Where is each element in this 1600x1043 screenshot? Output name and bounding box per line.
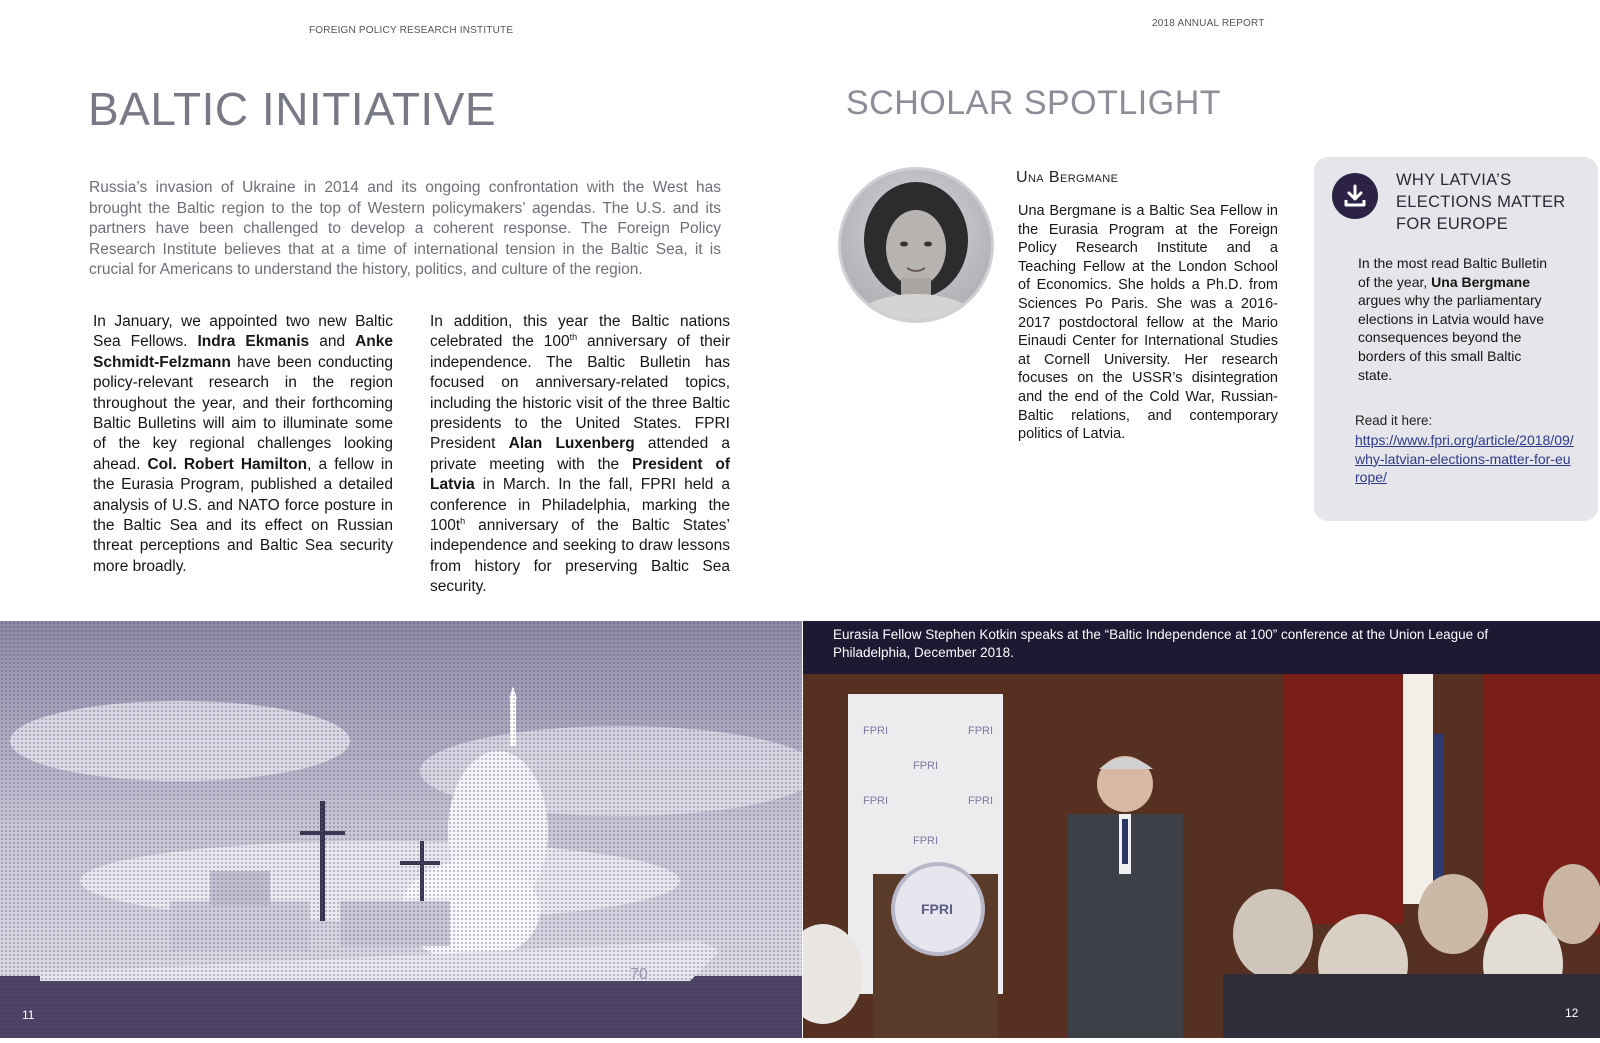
- ordinal-suffix: h: [460, 515, 466, 526]
- conference-photo: [803, 674, 1600, 1038]
- body-column-2: [430, 312, 730, 598]
- read-label: Read it here:: [1355, 413, 1433, 428]
- running-head-right: 2018 ANNUAL REPORT: [1152, 18, 1265, 29]
- page-number-right: 12: [1565, 1006, 1579, 1020]
- text-run: In the most read Baltic Bulletin of the year,: [1358, 255, 1548, 290]
- text-run: have been conducting policy-relevant research in the region throughout the year, and their forthcoming Baltic Bulletins will aim to illuminate some of the key regional challenges looking ahead.: [93, 353, 393, 473]
- photo-caption: Eurasia Fellow Stephen Kotkin speaks at the “Baltic Independence at 100” conference at the Union League of Philadelphia, December 2018.: [833, 627, 1489, 660]
- text-run: In addition, this year the Baltic nations celebrated the 100: [430, 313, 730, 351]
- running-head-left: FOREIGN POLICY RESEARCH INSTITUTE: [309, 25, 514, 36]
- scholar-portrait: [838, 167, 994, 323]
- download-icon: [1332, 173, 1378, 219]
- bold-name: President of Latvia: [430, 455, 730, 494]
- text-run: in March. In the fall, FPRI held a conference in Philadelphia, marking the 100t: [430, 476, 730, 535]
- body-column-1: [93, 312, 393, 577]
- banner-logo: FPRI: [863, 725, 889, 737]
- callout-title-line: ELECTIONS MATTER: [1396, 193, 1566, 211]
- ship-photo: [0, 621, 802, 1038]
- banner-logo: FPRI: [968, 795, 994, 807]
- scholar-bio: Una Bergmane is a Baltic Sea Fellow in the Eurasia Program at the Foreign Policy Research Institute and a Teaching Fellow at the London School of Economics. She holds a Ph.D. from Sciences Po Paris. She was a 2016-2017 postdoctoral fellow at the Mario Einaudi Center for International Studies at Cornell University. Her research focuses on the USSR’s disintegration and the end of the Cold War, Russian-Baltic relations, and contemporary politics of Latvia.: [1018, 203, 1278, 443]
- text-run: anniversary of the Baltic States’ independence and seeking to draw lessons from history for preserving Baltic Sea security.: [430, 517, 730, 596]
- text-run: attended a private meeting with the: [430, 435, 730, 473]
- bold-name: Col. Robert Hamilton: [147, 455, 308, 473]
- banner-logo: FPRI: [968, 725, 994, 737]
- text-run: anniversary of their independence. The Baltic Bulletin has focused on anniversary-related topics, including the historic visit of the three Baltic presidents to the United States. FPRI President: [430, 333, 730, 453]
- ordinal-suffix: th: [569, 332, 578, 343]
- banner-logo: FPRI: [913, 835, 939, 847]
- podium-seal: FPRI: [921, 901, 953, 917]
- callout-title: [1396, 169, 1566, 235]
- intro-paragraph: Russia’s invasion of Ukraine in 2014 and its ongoing confrontation with the West has brought the Baltic region to the top of Western policymakers’ agendas. The U.S. and its partners have been challenged to develop a coherent response. The Foreign Policy Research Institute believes that at a time of international tension in the Baltic Sea, it is crucial for Americans to understand the history, politics, and culture of the region.: [89, 179, 721, 278]
- bold-name: Una Bergmane: [1431, 273, 1530, 290]
- bold-name: Alan Luxenberg: [508, 435, 635, 453]
- page-number-left: 11: [22, 1008, 35, 1022]
- banner-logo: FPRI: [863, 795, 889, 807]
- text-run: , a fellow in the Eurasia Program, published a detailed analysis of U.S. and NATO force posture in the Baltic Sea and its effect on Russian threat perceptions and Baltic Sea security more broadly.: [93, 455, 393, 575]
- section-title: BALTIC INITIATIVE: [88, 83, 497, 135]
- banner-logo: FPRI: [913, 760, 939, 772]
- hull-number: 70: [630, 966, 648, 983]
- text-run: In January, we appointed two new Baltic Sea Fellows.: [93, 313, 393, 351]
- spotlight-title: SCHOLAR SPOTLIGHT: [846, 84, 1222, 122]
- callout-body: [1358, 254, 1558, 384]
- text-run: and: [309, 333, 356, 351]
- callout-title-line: WHY LATVIA’S: [1396, 171, 1512, 189]
- text-run: argues why the parliamentary elections in Latvia would have consequences beyond the borders of this small Baltic state.: [1358, 292, 1545, 383]
- scholar-name: Una Bergmane: [1016, 169, 1119, 186]
- article-link[interactable]: https://www.fpri.org/article/2018/09/why-latvian-elections-matter-for-europe/: [1355, 432, 1574, 486]
- callout-title-line: FOR EUROPE: [1396, 215, 1509, 233]
- portrait-photo: [841, 170, 991, 320]
- bold-name: Anke Schmidt-Felzmann: [93, 333, 393, 371]
- bold-name: Indra Ekmanis: [197, 333, 310, 351]
